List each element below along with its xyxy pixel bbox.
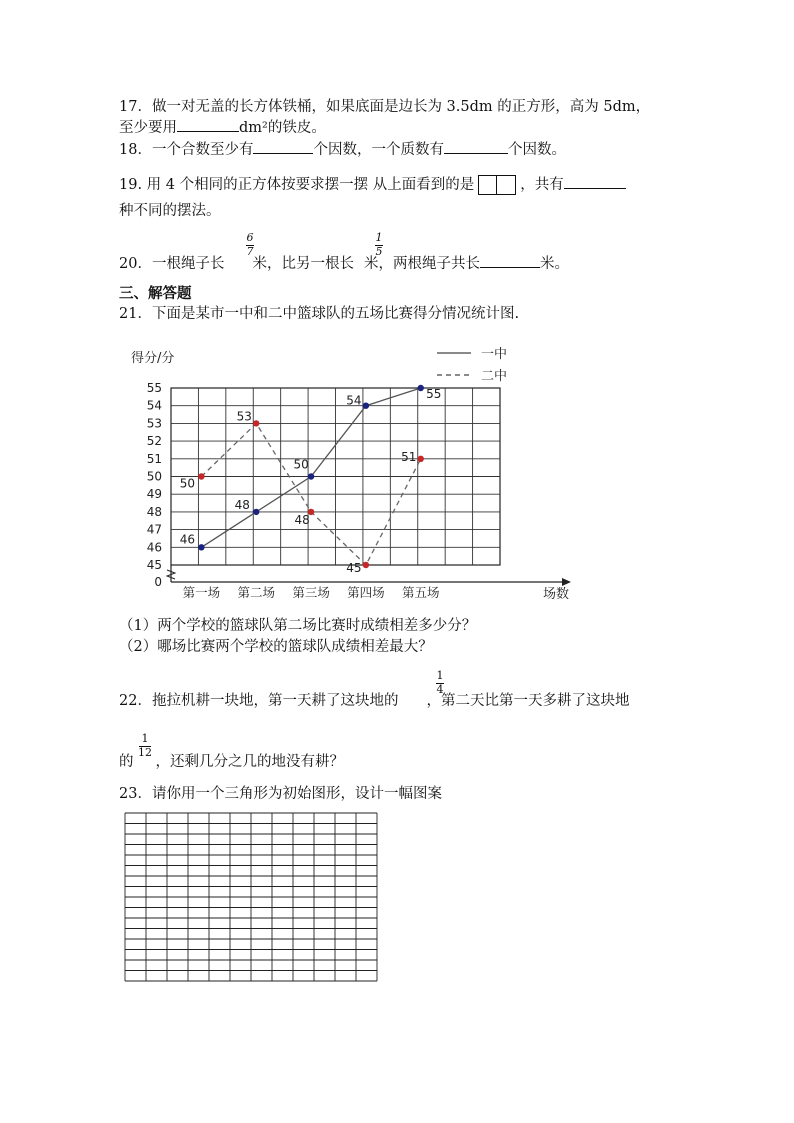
data-label: 50 (293, 457, 309, 472)
design-drawing-grid[interactable] (124, 812, 378, 982)
q20-line: 20．一根绳子长 米，比另一根长 米，两根绳子共长 米。 (119, 253, 569, 274)
x-category-label: 第一场 (182, 585, 221, 600)
y-tick-label: 0 (154, 575, 162, 589)
q18-blank-prime[interactable] (444, 139, 508, 154)
q19-line2: 种不同的摆法。 (119, 203, 221, 219)
y-tick-label: 49 (146, 487, 162, 502)
y-tick-label: 48 (146, 504, 162, 519)
legend-label: 一中 (481, 347, 508, 362)
top-view-two-squares-icon (478, 175, 516, 195)
data-label: 51 (401, 449, 417, 464)
y-tick-label: 51 (146, 451, 162, 466)
data-point (253, 509, 259, 515)
data-point (418, 456, 424, 462)
x-category-label: 第五场 (401, 585, 440, 600)
data-point (253, 420, 259, 426)
legend-label: 二中 (481, 369, 508, 384)
data-point (363, 562, 369, 568)
data-label: 54 (346, 393, 362, 408)
q17-answer-blank[interactable] (177, 117, 239, 132)
data-label: 46 (179, 532, 196, 547)
y-tick-label: 47 (146, 522, 162, 537)
data-point (418, 385, 424, 391)
series-line-一中 (201, 388, 420, 547)
x-category-label: 第二场 (237, 585, 276, 600)
q18-line: 18．一个合数至少有 个因数，一个质数有 个因数。 (119, 139, 566, 160)
data-label: 53 (236, 409, 252, 424)
data-label: 55 (426, 387, 442, 401)
q18-blank-composite[interactable] (253, 139, 313, 154)
data-label: 48 (294, 512, 310, 527)
y-axis-title: 得分/分 (131, 351, 175, 366)
q22-line1: 22．拖拉机耕一块地，第一天耕了这块地的 ，第二天比第一天多耕了这块地 (119, 693, 630, 709)
data-point (308, 473, 314, 479)
q21-sub2: （2）哪场比赛两个学校的篮球队成绩相差最大？ (119, 639, 433, 655)
axis-break-mark (167, 570, 175, 579)
score-line-chart (119, 338, 589, 608)
q19-answer-blank[interactable] (564, 174, 626, 189)
data-label: 45 (346, 561, 362, 575)
q19-line1: 19. 用 4 个相同的正方体按要求摆一摆 从上面看到的是 ，共有 (119, 174, 626, 195)
y-tick-label: 46 (146, 540, 162, 555)
q17-line2: 至少要用 dm²的铁皮。 (119, 117, 326, 138)
y-tick-label: 55 (146, 381, 162, 395)
x-axis-title: 场数 (543, 587, 570, 602)
data-point (363, 403, 369, 409)
y-tick-label: 54 (146, 398, 162, 413)
x-category-label: 第三场 (292, 585, 330, 600)
section-3-heading: 三、解答题 (119, 286, 192, 302)
q21-sub1: （1）两个学校的篮球队第二场比赛时成绩相差多少分？ (119, 618, 477, 634)
q17-line1: 17．做一对无盖的长方体铁桶，如果底面是边长为 3.5dm 的正方形，高为 5dm， (119, 99, 651, 115)
q22-fraction-2: 1 12 (138, 732, 152, 759)
q20-fraction-2: 1 5 (375, 231, 383, 258)
q20-answer-blank[interactable] (480, 253, 540, 268)
q22-fraction-1: 1 4 (436, 669, 444, 696)
y-tick-label: 53 (146, 416, 162, 431)
data-label: 50 (179, 476, 196, 491)
data-point (198, 473, 204, 479)
y-tick-label: 52 (146, 434, 162, 449)
y-tick-label: 50 (146, 469, 162, 484)
x-axis-arrow (562, 578, 571, 586)
q21-text: 21．下面是某市一中和二中篮球队的五场比赛得分情况统计图. (119, 306, 520, 322)
data-label: 48 (234, 497, 250, 512)
data-point (198, 544, 204, 550)
q22-line2: 的 ，还剩几分之几的地没有耕？ (119, 754, 344, 770)
q23-text: 23．请你用一个三角形为初始图形，设计一幅图案 (119, 786, 442, 802)
x-category-label: 第四场 (347, 585, 385, 600)
y-tick-label: 45 (146, 558, 162, 572)
q20-fraction-1: 6 7 (246, 231, 254, 258)
